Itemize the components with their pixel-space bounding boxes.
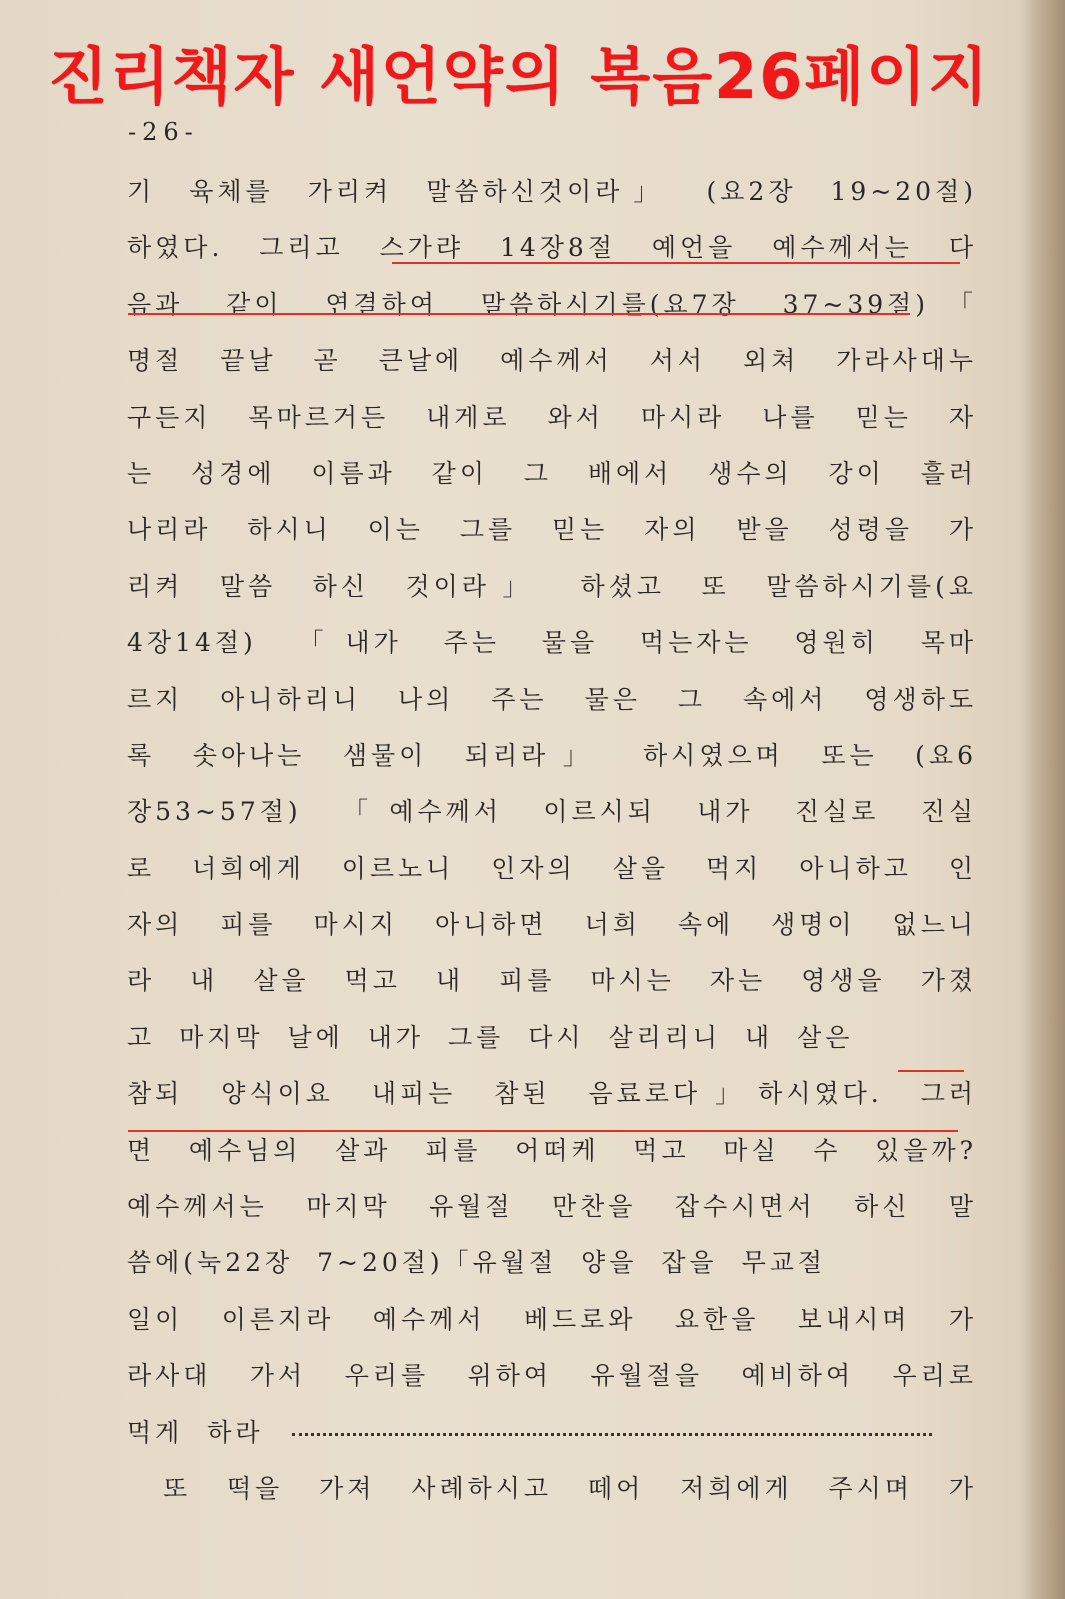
text-line: 4장14절) 「내가 주는 물을 먹는자는 영원히 목마 <box>127 628 977 658</box>
text-line: 면 예수님의 살과 피를 어떠케 먹고 마실 수 있을까? <box>127 1135 977 1165</box>
text-line: 또 떡을 가져 사례하시고 떼어 저희에게 주시며 가 <box>163 1473 977 1503</box>
text-line-fragment: 먹게 하라 <box>127 1417 264 1447</box>
text-line: 하였다. 그리고 스가랴 14장8절 예언을 예수께서는 다 <box>127 233 977 263</box>
underline-highlight <box>128 313 910 315</box>
book-spine-shadow <box>1019 0 1065 1599</box>
text-line: 는 성경에 이름과 같이 그 배에서 생수의 강이 흘러 <box>127 458 977 488</box>
page-number: -26- <box>128 118 199 146</box>
underline-highlight <box>128 1130 958 1132</box>
underline-highlight <box>898 1070 964 1072</box>
text-line: 구든지 목마르거든 내게로 와서 마시라 나를 믿는 자 <box>127 402 977 432</box>
dotted-leader <box>292 1433 932 1436</box>
text-line: 씀에(눅22장 7~20절)「유월절 양을 잡을 무교절 <box>127 1248 827 1278</box>
banner-title: 진리책자 새언약의 복음26페이지 <box>48 40 991 113</box>
body-text <box>127 164 987 1517</box>
text-line: 음과 같이 연결하여 말씀하시기를(요7장 37~39절)「 <box>127 289 977 319</box>
text-line: 참되 양식이요 내피는 참된 음료로다」하시였다. 그러 <box>127 1079 977 1109</box>
text-line: 록 솟아나는 샘물이 되리라」 하시였으며 또는 (요6 <box>127 740 977 770</box>
text-line: 자의 피를 마시지 아니하면 너희 속에 생명이 없느니 <box>127 910 977 940</box>
text-line: 고 마지막 날에 내가 그를 다시 살리리니 내 살은 <box>127 1022 854 1052</box>
text-line: 장53~57절) 「예수께서 이르시되 내가 진실로 진실 <box>127 797 977 827</box>
text-line: 예수께서는 마지막 유월절 만찬을 잡수시면서 하신 말 <box>127 1192 977 1222</box>
text-line: 리켜 말씀 하신 것이라」 하셨고 또 말씀하시기를(요 <box>127 571 977 601</box>
text-line: 라 내 살을 먹고 내 피를 마시는 자는 영생을 가졌 <box>127 966 977 996</box>
text-line: 기 육체를 가리켜 말씀하신것이라」 (요2장 19~20절) <box>127 177 977 206</box>
text-line: 르지 아니하리니 나의 주는 물은 그 속에서 영생하도 <box>127 684 977 714</box>
text-line: 나리라 하시니 이는 그를 믿는 자의 받을 성령을 가 <box>127 515 977 545</box>
underline-highlight <box>392 262 960 264</box>
text-line-with-ellipsis <box>127 1405 977 1461</box>
text-line: 라사대 가서 우리를 위하여 유월절을 예비하여 우리로 <box>127 1361 977 1391</box>
text-line: 명절 끝날 곧 큰날에 예수께서 서서 외쳐 가라사대누 <box>127 346 977 376</box>
text-line: 일이 이른지라 예수께서 베드로와 요한을 보내시며 가 <box>127 1304 977 1334</box>
text-line: 로 너희에게 이르노니 인자의 살을 먹지 아니하고 인 <box>127 853 977 883</box>
